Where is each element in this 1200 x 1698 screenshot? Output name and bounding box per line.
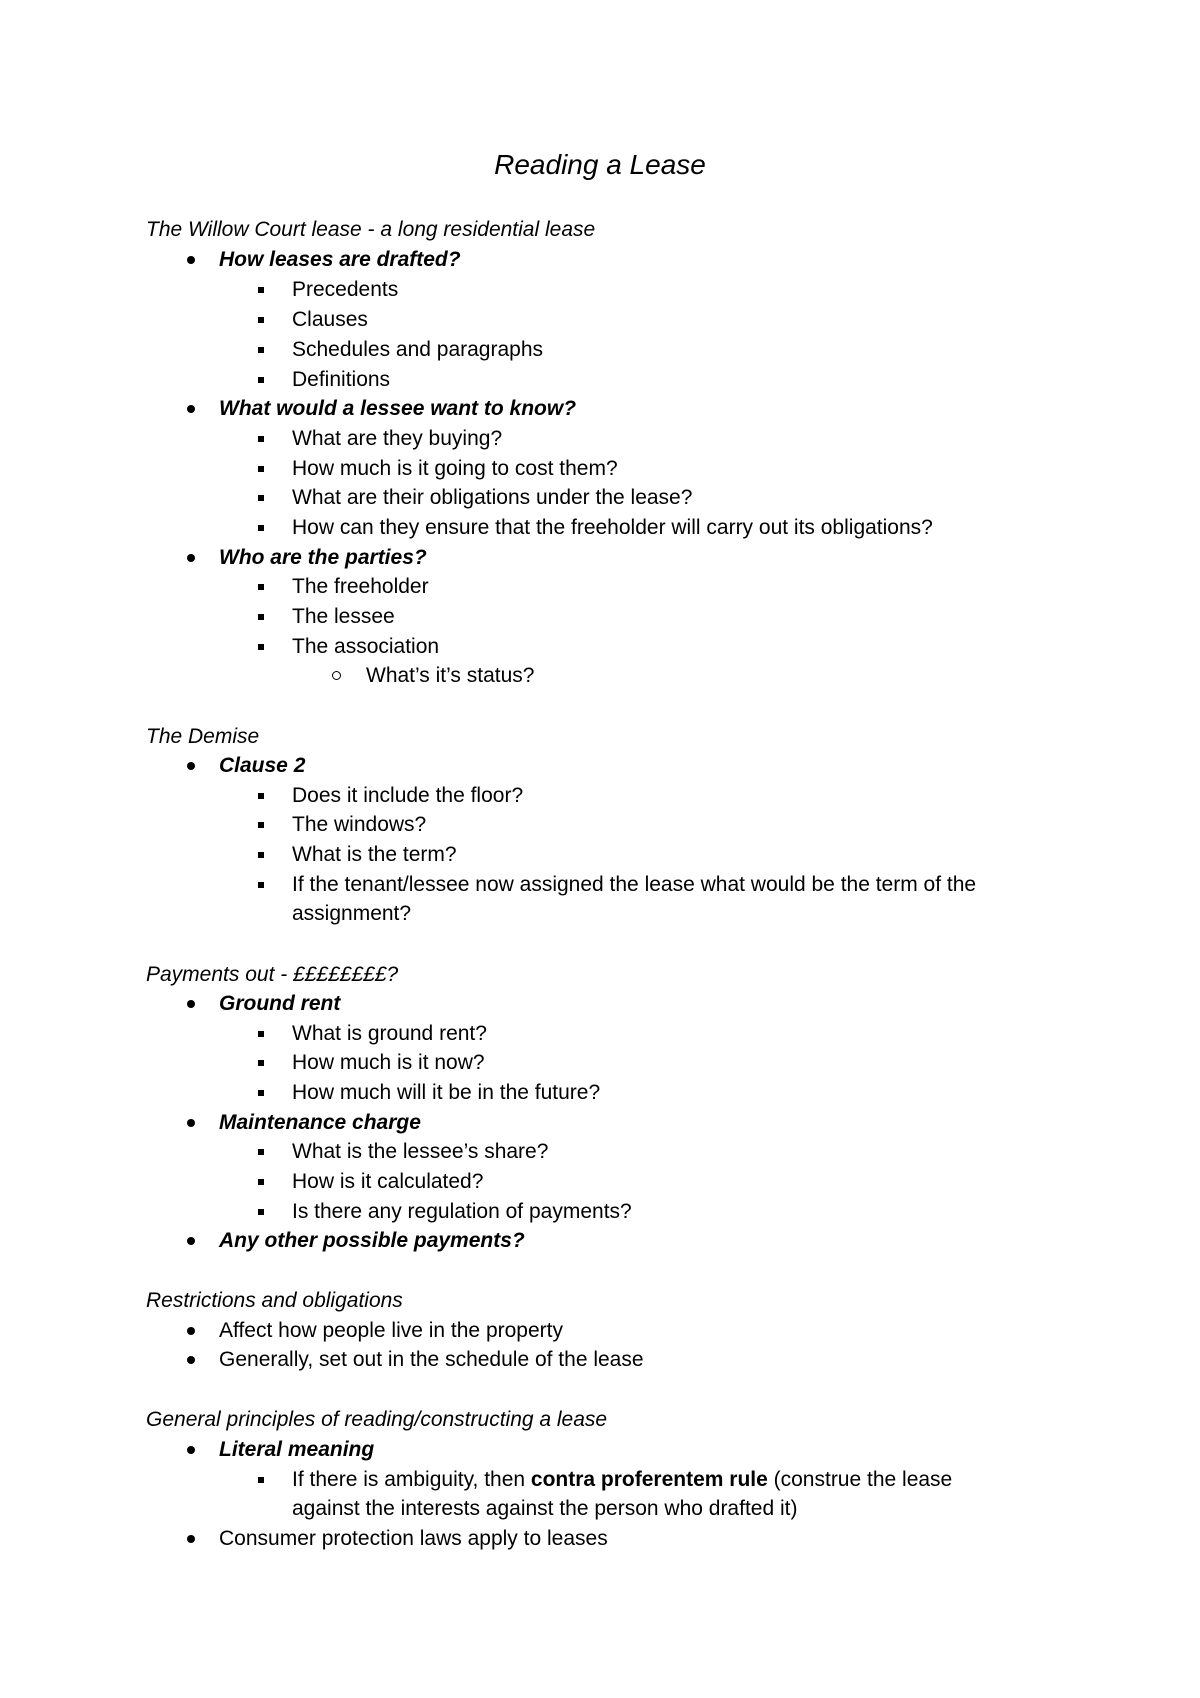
bullet-item bbox=[219, 1318, 563, 1344]
bullet-text: Who are the parties? bbox=[219, 546, 427, 569]
bullet-icon bbox=[187, 1327, 195, 1335]
bullet-icon bbox=[187, 1446, 195, 1454]
bullet-icon bbox=[187, 1237, 195, 1245]
square-bullet-icon bbox=[258, 584, 264, 590]
square-bullet-icon bbox=[258, 1031, 264, 1037]
sub-bullet-continuation: assignment? bbox=[292, 902, 412, 925]
bullet-item bbox=[219, 1228, 525, 1254]
square-bullet-icon bbox=[258, 347, 264, 353]
sub-bullet-text: How much will it be in the future? bbox=[292, 1081, 601, 1104]
sub-bullet-item bbox=[292, 842, 457, 868]
sub-bullet-item bbox=[292, 485, 692, 511]
square-bullet-icon bbox=[258, 1477, 264, 1483]
sub-bullet-text: How much is it now? bbox=[292, 1051, 485, 1074]
square-bullet-icon bbox=[258, 1090, 264, 1096]
bullet-text: Consumer protection laws apply to leases bbox=[219, 1527, 608, 1550]
bullet-icon bbox=[187, 1535, 195, 1543]
sub-bullet-item bbox=[292, 367, 390, 393]
bullet-icon bbox=[187, 1356, 195, 1364]
section-heading: The Demise bbox=[146, 725, 260, 748]
square-bullet-icon bbox=[258, 317, 264, 323]
sub-bullet-text: The lessee bbox=[292, 605, 395, 628]
bullet-icon bbox=[187, 554, 195, 562]
square-bullet-icon bbox=[258, 1060, 264, 1066]
sub-bullet-item bbox=[292, 634, 439, 660]
square-bullet-icon bbox=[258, 495, 264, 501]
sub-bullet-item bbox=[292, 426, 502, 452]
section-heading: General principles of reading/constructing a lease bbox=[146, 1408, 608, 1431]
bullet-icon bbox=[187, 762, 195, 770]
sub-sub-bullet-item bbox=[366, 663, 534, 689]
bullet-item bbox=[219, 396, 576, 422]
square-bullet-icon bbox=[258, 1179, 264, 1185]
contra-proferentem-term: contra proferentem rule bbox=[530, 1468, 768, 1491]
section-heading: Payments out - ££££££££? bbox=[146, 963, 399, 986]
sub-bullet-item bbox=[292, 574, 429, 600]
sub-bullet-item bbox=[292, 307, 368, 333]
sub-bullet-text: How can they ensure that the freeholder will carry out its obligations? bbox=[292, 516, 933, 539]
bullet-text: Generally, set out in the schedule of the lease bbox=[219, 1348, 644, 1371]
sub-bullet-text: Precedents bbox=[292, 278, 399, 301]
sub-bullet-text: What is the lessee’s share? bbox=[292, 1140, 549, 1163]
sub-bullet-item bbox=[292, 1080, 600, 1106]
document-title: Reading a Lease bbox=[494, 149, 706, 180]
sub-bullet-item bbox=[292, 456, 618, 482]
sub-bullet-text: What is the term? bbox=[292, 843, 457, 866]
sub-bullet-text: The freeholder bbox=[292, 575, 429, 598]
bullet-item bbox=[219, 753, 305, 779]
bullet-text: Ground rent bbox=[219, 992, 341, 1015]
sub-bullet-item bbox=[292, 1139, 548, 1165]
sub-bullet-text: What are their obligations under the lease? bbox=[292, 486, 693, 509]
square-bullet-icon bbox=[258, 525, 264, 531]
bullet-text: Any other possible payments? bbox=[219, 1229, 525, 1252]
square-bullet-icon bbox=[258, 377, 264, 383]
sub-bullet-item bbox=[292, 1467, 952, 1493]
square-bullet-icon bbox=[258, 436, 264, 442]
section-heading: Restrictions and obligations bbox=[146, 1289, 403, 1312]
bullet-item bbox=[219, 1347, 644, 1373]
sub-bullet-item bbox=[292, 1050, 485, 1076]
sub-bullet-text: Does it include the floor? bbox=[292, 784, 524, 807]
sub-bullet-text-pre: If there is ambiguity, then bbox=[292, 1468, 531, 1491]
sub-bullet-item bbox=[292, 1199, 632, 1225]
sub-bullet-item bbox=[292, 783, 523, 809]
sub-bullet-item bbox=[292, 337, 543, 363]
bullet-item bbox=[219, 1526, 608, 1552]
sub-bullet-text: Definitions bbox=[292, 368, 391, 391]
sub-bullet-item bbox=[292, 1169, 483, 1195]
bullet-item bbox=[219, 1437, 374, 1463]
sub-bullet-item bbox=[292, 872, 976, 898]
sub-bullet-text: The association bbox=[292, 635, 440, 658]
bullet-item bbox=[219, 247, 461, 273]
bullet-text: Literal meaning bbox=[219, 1438, 375, 1461]
circle-bullet-icon bbox=[332, 671, 341, 680]
sub-bullet-text: How is it calculated? bbox=[292, 1170, 484, 1193]
bullet-item bbox=[219, 545, 427, 571]
bullet-text: What would a lessee want to know? bbox=[219, 397, 577, 420]
bullet-text: Affect how people live in the property bbox=[219, 1319, 563, 1342]
sub-bullet-item bbox=[292, 1021, 487, 1047]
square-bullet-icon bbox=[258, 852, 264, 858]
square-bullet-icon bbox=[258, 1149, 264, 1155]
square-bullet-icon bbox=[258, 466, 264, 472]
bullet-icon bbox=[187, 1119, 195, 1127]
sub-bullet-text: Schedules and paragraphs bbox=[292, 338, 544, 361]
sub-bullet-text: What is ground rent? bbox=[292, 1022, 487, 1045]
sub-bullet-text: The windows? bbox=[292, 813, 427, 836]
square-bullet-icon bbox=[258, 882, 264, 888]
section-heading: The Willow Court lease - a long residential lease bbox=[146, 218, 596, 241]
square-bullet-icon bbox=[258, 1209, 264, 1215]
sub-bullet-item bbox=[292, 604, 395, 630]
square-bullet-icon bbox=[258, 644, 264, 650]
sub-bullet-text: What are they buying? bbox=[292, 427, 503, 450]
bullet-text: Maintenance charge bbox=[219, 1111, 421, 1134]
bullet-text: Clause 2 bbox=[219, 754, 306, 777]
bullet-icon bbox=[187, 1000, 195, 1008]
sub-sub-bullet-text: What’s it’s status? bbox=[366, 664, 535, 687]
sub-bullet-text: How much is it going to cost them? bbox=[292, 457, 618, 480]
sub-bullet-text: If the tenant/lessee now assigned the lease what would be the term of the bbox=[292, 873, 977, 896]
sub-bullet-item bbox=[292, 277, 398, 303]
sub-bullet-continuation: against the interests against the person who drafted it) bbox=[292, 1497, 798, 1520]
bullet-item bbox=[219, 991, 340, 1017]
sub-bullet-item bbox=[292, 515, 933, 541]
bullet-item bbox=[219, 1110, 421, 1136]
square-bullet-icon bbox=[258, 822, 264, 828]
sub-bullet-text: Clauses bbox=[292, 308, 368, 331]
sub-bullet-item bbox=[292, 812, 426, 838]
bullet-text: How leases are drafted? bbox=[219, 248, 461, 271]
bullet-icon bbox=[187, 256, 195, 264]
sub-bullet-text: Is there any regulation of payments? bbox=[292, 1200, 632, 1223]
bullet-icon bbox=[187, 405, 195, 413]
square-bullet-icon bbox=[258, 614, 264, 620]
square-bullet-icon bbox=[258, 793, 264, 799]
square-bullet-icon bbox=[258, 287, 264, 293]
sub-bullet-text-post: (construe the lease bbox=[767, 1468, 953, 1491]
